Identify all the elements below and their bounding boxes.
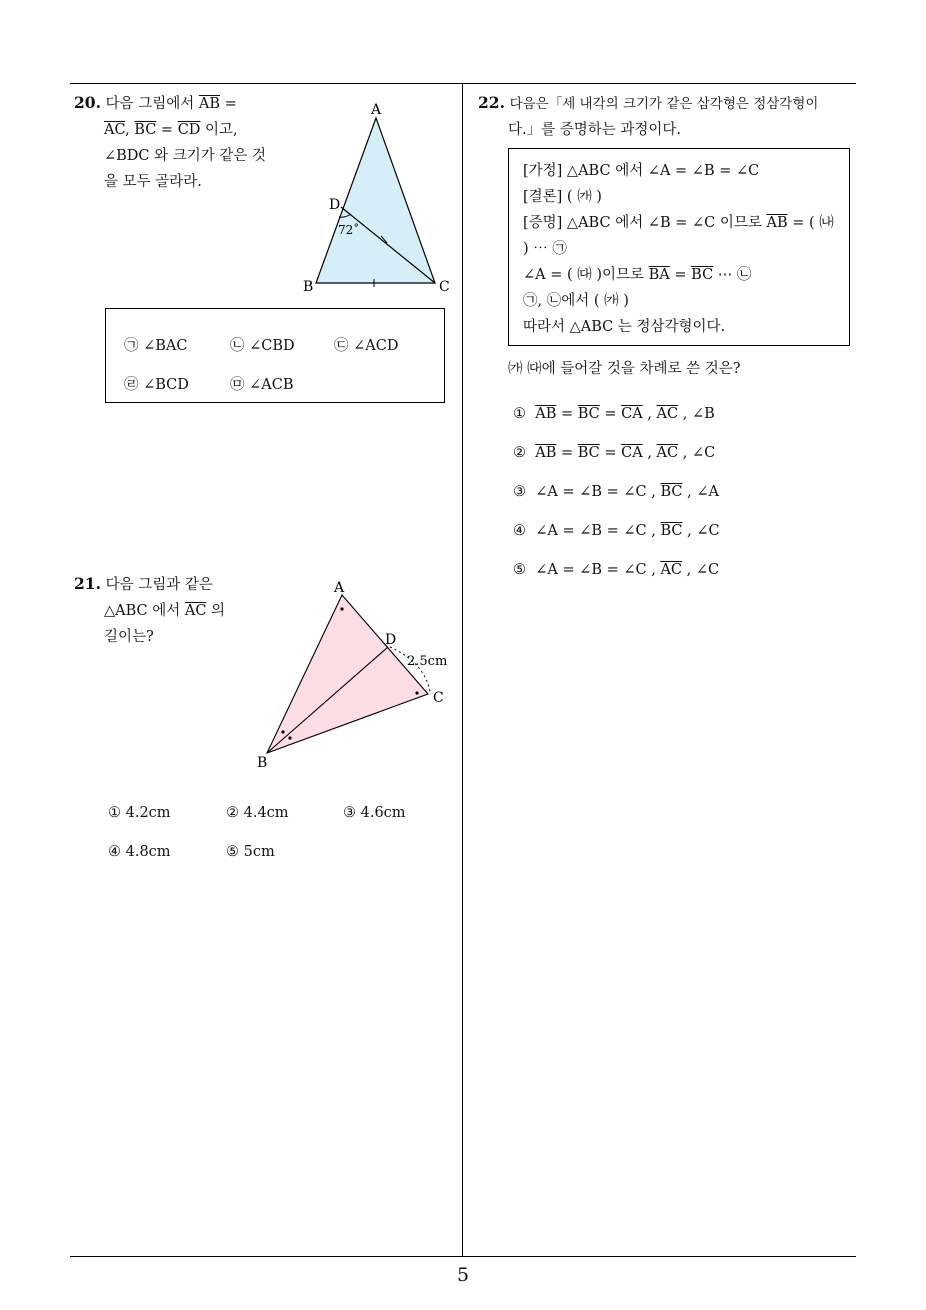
- segment-label: $\overline{AB}$: [535, 406, 557, 422]
- text: ∠BDC 와 크기가 같은 것: [104, 148, 267, 164]
- bottom-rule: [70, 1256, 856, 1257]
- angle-dot-b2: [288, 736, 291, 739]
- option-text: ∠BCD: [143, 377, 189, 393]
- segment-label: $\overline{CA}$: [621, 445, 643, 461]
- triangle-figure-20: [295, 95, 465, 300]
- question-21-text: [74, 571, 254, 650]
- vertex-label-b: B: [257, 755, 268, 771]
- text: ⋯ ㉡: [713, 267, 752, 283]
- vertex-label-a: A: [334, 580, 345, 596]
- text: 다음 그림과 같은: [105, 577, 213, 593]
- angle-text: ∠A = ∠B = ∠C: [535, 523, 647, 539]
- text: ,: [125, 122, 135, 138]
- choice-4[interactable]: ④ ∠A = ∠B = ∠C , $\overline{BC}$ , ∠C: [513, 523, 720, 539]
- angle-text: ∠B: [691, 406, 715, 422]
- segment-label: $\overline{AC}$: [104, 122, 126, 138]
- segment-label: $\overline{AC}$: [656, 406, 679, 422]
- text: 다.」를 증명하는 과정이다.: [508, 122, 682, 138]
- choice-mark: ⑤: [513, 562, 526, 578]
- choice-5[interactable]: [226, 844, 275, 860]
- choice-mark: ②: [226, 805, 239, 821]
- option-e: [230, 373, 293, 394]
- angle-dot-b1: [281, 730, 284, 733]
- vertex-label-c: C: [439, 279, 450, 295]
- option-text: ∠CBD: [249, 338, 295, 354]
- question-number: 21.: [74, 574, 101, 593]
- proof-final: 따라서 △ABC 는 정삼각형이다.: [523, 319, 726, 335]
- choice-mark: ⑤: [226, 844, 239, 860]
- text: =: [219, 96, 237, 112]
- choice-mark: ②: [513, 445, 526, 461]
- text: 의: [206, 603, 226, 619]
- text: △ABC 에서: [104, 603, 185, 619]
- choice-2[interactable]: [226, 805, 289, 821]
- choice-mark: ①: [108, 805, 121, 821]
- choice-1[interactable]: ① $\overline{AB} = \overline{BC} = \overline{CA}$ , $\overline{AC}$ , ∠B: [513, 406, 715, 422]
- triangle-abc: [267, 595, 428, 753]
- vertex-label-d: D: [329, 197, 341, 213]
- choice-3[interactable]: [343, 805, 406, 821]
- choice-text: 4.8cm: [125, 844, 171, 860]
- proof-step-3: ㉠, ㉡에서 ( ㈎ ): [523, 293, 629, 309]
- segment-label: $\overline{BC}$: [577, 406, 600, 422]
- choice-3[interactable]: ③ ∠A = ∠B = ∠C , $\overline{BC}$ , ∠A: [513, 484, 719, 500]
- choice-text: 4.2cm: [125, 805, 171, 821]
- segment-label: $\overline{AB}$: [198, 96, 220, 112]
- segment-label: $\overline{CA}$: [621, 406, 643, 422]
- option-c: [334, 334, 398, 355]
- text: ∠A = ( ㈐ )이므로: [523, 267, 649, 283]
- top-rule: [70, 83, 856, 84]
- angle-dot-a: [340, 607, 343, 610]
- option-a: [124, 334, 187, 355]
- text: [증명] △ABC 에서 ∠B = ∠C 이므로: [523, 215, 767, 231]
- choice-4[interactable]: [108, 844, 171, 860]
- text: =: [669, 267, 692, 283]
- angle-text: ∠A = ∠B = ∠C: [535, 484, 647, 500]
- option-mark: ㉡: [230, 338, 245, 354]
- angle-text: ∠C: [696, 523, 720, 539]
- proof-conclusion: [결론] ( ㈎ ): [523, 189, 602, 205]
- segment-label: $\overline{AB}$: [766, 215, 788, 231]
- text: = ( ㈏: [787, 215, 834, 231]
- question-22-text: [478, 90, 858, 143]
- vertex-label-d: D: [385, 632, 397, 648]
- question-number: 20.: [74, 93, 101, 112]
- segment-label: $\overline{AC}$: [660, 562, 683, 578]
- choice-5[interactable]: ⑤ ∠A = ∠B = ∠C , $\overline{AC}$ , ∠C: [513, 562, 720, 578]
- text: =: [156, 122, 178, 138]
- option-text: ∠BAC: [143, 338, 188, 354]
- proof-step-2: [523, 263, 751, 284]
- choice-1[interactable]: [108, 805, 171, 821]
- choice-text: 4.4cm: [243, 805, 289, 821]
- segment-label: $\overline{AB}$: [535, 445, 557, 461]
- page-number: 5: [456, 1264, 470, 1286]
- option-b: [230, 334, 295, 355]
- text: 이고,: [200, 122, 238, 138]
- proof-step-1: [523, 211, 834, 232]
- segment-label: $\overline{BC}$: [660, 484, 683, 500]
- segment-label: $\overline{BC}$: [691, 267, 714, 283]
- proof-step-1-cont: ) ⋯ ㉠: [523, 241, 567, 257]
- choice-mark: ④: [108, 844, 121, 860]
- choice-mark: ③: [513, 484, 526, 500]
- angle-text: ∠C: [695, 562, 720, 578]
- question-22-prompt: ㈎ ㈐에 들어갈 것을 차례로 쓴 것은?: [508, 361, 741, 377]
- question-number: 22.: [478, 93, 505, 112]
- options-box-20: [105, 308, 445, 403]
- segment-label: $\overline{BA}$: [648, 267, 670, 283]
- text: 길이는?: [104, 629, 154, 645]
- segment-label: $\overline{BC}$: [134, 122, 157, 138]
- angle-text: ∠A: [696, 484, 719, 500]
- question-20-text: [74, 90, 286, 195]
- vertex-label-a: A: [371, 102, 382, 118]
- option-text: ∠ACD: [353, 338, 399, 354]
- choice-text: 4.6cm: [360, 805, 406, 821]
- choice-text: 5cm: [243, 844, 275, 860]
- vertex-label-c: C: [433, 690, 444, 706]
- angle-label: 72˚: [338, 223, 360, 237]
- segment-label: $\overline{AC}$: [656, 445, 679, 461]
- option-mark: ㉢: [334, 338, 349, 354]
- segment-label: $\overline{AC}$: [184, 603, 207, 619]
- segment-label: $\overline{BC}$: [577, 445, 600, 461]
- angle-text: ∠A = ∠B = ∠C: [535, 562, 647, 578]
- triangle-figure-21: [250, 575, 460, 775]
- option-mark: ㉣: [124, 377, 139, 393]
- segment-label: $\overline{CD}$: [177, 122, 201, 138]
- text: 을 모두 골라라.: [104, 174, 202, 190]
- choice-mark: ①: [513, 406, 526, 422]
- choice-mark: ③: [343, 805, 356, 821]
- text: 다음 그림에서: [105, 96, 199, 112]
- proof-box: [508, 148, 850, 346]
- segment-label: $\overline{BC}$: [660, 523, 683, 539]
- option-mark: ㉠: [124, 338, 139, 354]
- angle-dot-c: [415, 691, 418, 694]
- choice-mark: ④: [513, 523, 526, 539]
- length-label: 2.5cm: [407, 654, 448, 669]
- option-text: ∠ACB: [249, 377, 294, 393]
- angle-text: ∠C: [691, 445, 716, 461]
- option-mark: ㉤: [230, 377, 245, 393]
- option-d: [124, 373, 189, 394]
- proof-hypothesis: [가정] △ABC 에서 ∠A = ∠B = ∠C: [523, 163, 760, 179]
- choice-2[interactable]: ② $\overline{AB} = \overline{BC} = \overline{CA}$ , $\overline{AC}$ , ∠C: [513, 445, 716, 461]
- text: 다음은「세 내각의 크기가 같은 삼각형은 정삼각형이: [509, 96, 819, 112]
- vertex-label-b: B: [303, 279, 314, 295]
